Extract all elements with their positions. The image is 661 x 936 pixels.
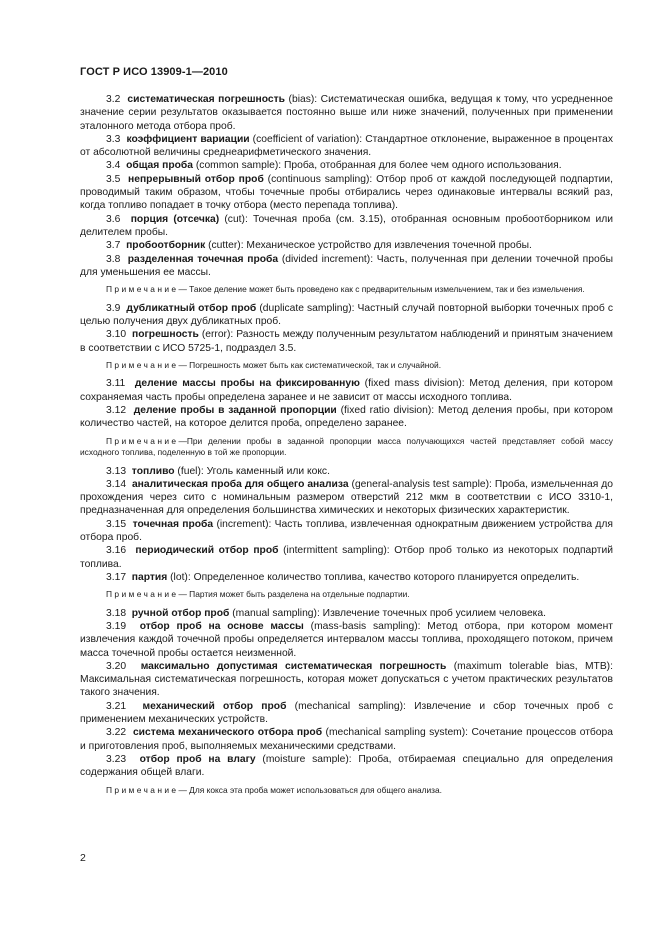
term-number: 3.14: [106, 478, 127, 490]
term-definition: [80, 465, 613, 478]
term-text: (lot): Определенное количество топлива, качество которого планируется определить.: [167, 571, 580, 583]
term-definition: [80, 404, 613, 431]
term-text: (common sample): Проба, отобранная для более чем одного использования.: [193, 160, 562, 172]
term-text: (coefficient of variation): Стандартное отклонение, выраженное в процентах от абсолютной величины среднеарифметического значения.: [80, 133, 613, 159]
note-text: — Партия может быть разделена на отдельные подпартии.: [178, 589, 410, 600]
term-text: (general-analysis test sample): Проба, измельченная до прохождения через сито с номинальным размером отверстий 212 мкм в соответствии с ИСО 3310-1, предназначенная для определения большинства химических и некоторых физических характеристик.: [80, 478, 613, 517]
term-number: 3.4: [106, 160, 121, 172]
term-number: 3.19: [106, 621, 127, 632]
term-number: 3.2: [106, 94, 121, 105]
note-text: — Погрешность может быть как систематической, так и случайной.: [178, 359, 442, 370]
term-number: 3.12: [106, 404, 127, 416]
term-name: точечная проба: [132, 518, 214, 530]
term-number: 3.11: [106, 378, 126, 390]
term-number: 3.7: [106, 240, 121, 252]
term-text: (cut): Точечная проба (см. 3.15), отобранная основным пробоотборником или делителем пробы.: [80, 213, 613, 238]
term-text: (moisture sample): Проба, отбираемая специально для определения содержания общей влаги.: [80, 753, 613, 779]
term-number: 3.6: [106, 213, 121, 225]
note-label: Примечание: [106, 784, 179, 795]
term-name: механический отбор проб: [142, 700, 287, 712]
note-text: —При делении пробы в заданной пропорции масса получающихся частей представляет собой массу исходного топлива, поделенную в той же пропорции.: [80, 435, 613, 458]
term-definition: [80, 700, 613, 727]
document-header: ГОСТ Р ИСО 13909-1—2010: [80, 66, 228, 78]
term-number: 3.10: [106, 329, 127, 341]
term-name: топливо: [131, 465, 175, 477]
term-definition: [80, 660, 613, 700]
term-name: общая проба: [126, 160, 194, 172]
term-definition: [80, 726, 613, 753]
term-name: периодический отбор проб: [135, 545, 279, 557]
page-number: 2: [80, 852, 86, 864]
term-definition: [80, 328, 613, 355]
term-name: разделенная точечная проба: [127, 253, 279, 265]
term-name: система механического отбора проб: [132, 727, 323, 739]
term-text: (intermittent sampling): Отбор проб только из некоторых подпартий топлива.: [80, 545, 613, 570]
term-number: 3.20: [106, 660, 127, 672]
term-name: аналитическая проба для общего анализа: [131, 478, 349, 490]
term-number: 3.23: [106, 753, 127, 765]
term-name: порция (отсечка): [130, 213, 220, 225]
term-text: (continuous sampling): Отбор проб от каждой последующей подпартии, проводимый таким образом, чтобы точечные пробы отбирались через одинаковые интервалы всякий раз, когда топливо попадает в точку отбора (место перепада топлива).: [80, 173, 613, 212]
note-label: Примечание: [106, 589, 179, 600]
term-definition: [80, 302, 613, 329]
term-text: (fixed mass division): Метод деления, при котором сохраняемая часть пробы определена заранее и не зависит от массы исходного топлива.: [80, 378, 613, 403]
term-number: 3.17: [106, 571, 127, 583]
term-name: систематическая погрешность: [127, 94, 285, 105]
term-number: 3.16: [106, 545, 127, 557]
term-text: (mechanical sampling): Извлечение и сбор точечных проб с применением механических устройств.: [80, 700, 613, 726]
term-text: (duplicate sampling): Частный случай повторной выборки точечных проб с целью получения двух дубликатных проб.: [80, 302, 613, 327]
term-definition: [80, 93, 613, 133]
term-number: 3.18: [106, 607, 127, 619]
note: [80, 360, 613, 372]
term-definition: [80, 571, 613, 584]
term-name: непрерывный отбор проб: [128, 173, 264, 185]
term-definition: [80, 478, 613, 518]
term-definition: [80, 239, 613, 252]
term-name: ручной отбор проб: [131, 607, 230, 619]
note: [80, 589, 613, 601]
term-definition: [80, 620, 613, 660]
term-name: отбор проб на основе массы: [139, 621, 304, 632]
term-name: дубликатный отбор проб: [126, 302, 257, 314]
note-text: — Такое деление может быть проведено как с предварительным измельчением, так и без измельчения.: [178, 284, 585, 295]
term-definition: [80, 544, 613, 571]
term-number: 3.9: [106, 302, 121, 314]
note: [80, 785, 613, 797]
note-label: Примечание: [106, 435, 179, 446]
note-label: Примечание: [106, 284, 179, 295]
term-text: (manual sampling): Извлечение точечных проб усилием человека.: [229, 607, 546, 619]
term-text: (error): Разность между полученным результатом наблюдений и принятым значением в соответствии с ИСО 5725-1, подраздел 3.5.: [80, 329, 613, 354]
term-definition: [80, 173, 613, 213]
term-number: 3.13: [106, 465, 127, 477]
term-definition: [80, 213, 613, 240]
term-name: пробоотборник: [126, 240, 206, 252]
term-number: 3.3: [106, 133, 121, 145]
term-name: максимально допустимая систематическая погрешность: [140, 660, 447, 672]
term-definition: [80, 377, 613, 404]
term-text: (increment): Часть топлива, извлеченная однократным движением устройства для отбора проб.: [80, 518, 613, 544]
term-text: (divided increment): Часть, полученная при делении точечной пробы для уменьшения ее массы.: [80, 253, 613, 278]
term-number: 3.8: [106, 253, 121, 265]
note: [80, 284, 613, 296]
term-name: отбор проб на влагу: [139, 753, 256, 765]
term-text: (bias): Систематическая ошибка, ведущая к тому, что усредненное значение серии результатов оказывается постоянно выше или ниже значений, полученных при применении эталонного метода отбора проб.: [80, 94, 613, 132]
term-text: (cutter): Механическое устройство для извлечения точечной пробы.: [205, 240, 532, 252]
note: [80, 436, 613, 459]
term-number: 3.22: [106, 727, 127, 739]
term-text: (fixed ratio division): Метод деления пробы, при котором количество частей, на которое делится проба, определено заранее.: [80, 404, 613, 430]
term-definition: [80, 607, 613, 620]
document-body: [80, 93, 613, 802]
term-definition: [80, 518, 613, 545]
note-label: Примечание: [106, 359, 179, 370]
term-text: (fuel): Уголь каменный или кокс.: [174, 465, 330, 477]
term-definition: [80, 753, 613, 780]
term-name: деление пробы в заданной пропорции: [133, 404, 337, 416]
term-definition: [80, 253, 613, 280]
term-name: погрешность: [131, 329, 199, 341]
term-number: 3.5: [106, 173, 121, 185]
note-text: — Для кокса эта проба может использоваться для общего анализа.: [178, 784, 443, 795]
term-name: коэффициент вариации: [126, 133, 250, 145]
term-definition: [80, 133, 613, 160]
term-number: 3.15: [106, 518, 127, 530]
term-name: деление массы пробы на фиксированную: [134, 378, 360, 390]
term-name: партия: [131, 571, 168, 583]
term-text: (mechanical sampling system): Сочетание процессов отбора и приготовления проб, выполняемых механическими средствами.: [80, 727, 613, 752]
term-definition: [80, 159, 613, 172]
term-number: 3.21: [106, 700, 127, 712]
term-text: (mass-basis sampling): Метод отбора, при котором момент извлечения каждой точечной пробы определяется интервалом массы топлива, проходящего потоком, причем масса точечной пробы остается неизменной.: [80, 621, 613, 659]
term-text: (maximum tolerable bias, МТВ): Максимальная систематическая погрешность, которая может допускаться с учетом практических результатов такого значения.: [80, 660, 613, 699]
